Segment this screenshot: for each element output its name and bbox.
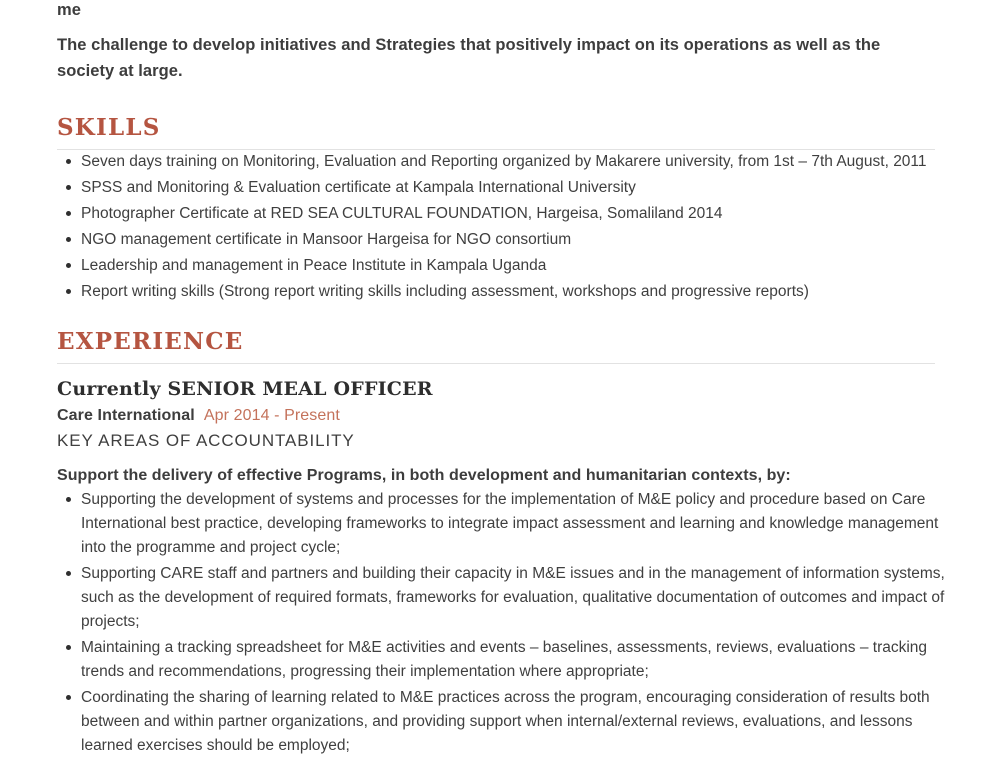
skills-section — [57, 114, 935, 304]
list-item: Maintaining a tracking spreadsheet for M&E activities and events – baselines, assessments, reviews, evaluations – tracking trends and recommendations, progressing their implementation where appropriate; — [57, 636, 949, 684]
company-name: Care International — [57, 407, 195, 424]
experience-section — [57, 328, 945, 758]
experience-entry — [57, 376, 945, 758]
list-item: Seven days training on Monitoring, Evaluation and Reporting organized by Makarere university, from 1st – 7th August, 2011 — [57, 150, 941, 174]
list-item: Photographer Certificate at RED SEA CULTURAL FOUNDATION, Hargeisa, Somaliland 2014 — [57, 202, 941, 226]
orphan-text-fragment: me — [57, 1, 82, 19]
experience-heading-rule — [57, 363, 935, 364]
job-title: Currently SENIOR MEAL OFFICER — [57, 378, 433, 400]
job-subheading: KEY AREAS OF ACCOUNTABILITY — [57, 431, 355, 450]
experience-heading: EXPERIENCE — [57, 328, 244, 355]
skills-heading: SKILLS — [57, 114, 161, 141]
skills-list — [57, 150, 935, 304]
section-spacer — [57, 84, 935, 114]
list-item: Report writing skills (Strong report writing skills including assessment, workshops and progressive reports) — [57, 280, 941, 304]
list-item: Coordinating the sharing of learning related to M&E practices across the program, encouraging consideration of results both between and within partner organizations, and providing support when internal/external reviews, evaluations, and lessons learned exercises should be employed; — [57, 686, 949, 758]
duties-lead-in: Support the delivery of effective Programs, in both development and humanitarian contexts, by: — [57, 467, 791, 484]
section-spacer — [57, 306, 935, 328]
intro-paragraph: The challenge to develop initiatives and Strategies that positively impact on its operations as well as the society at large. — [57, 36, 881, 80]
list-item: SPSS and Monitoring & Evaluation certificate at Kampala International University — [57, 176, 941, 200]
list-item: NGO management certificate in Mansoor Hargeisa for NGO consortium — [57, 228, 941, 252]
resume-content-column — [57, 0, 945, 760]
duties-list — [57, 488, 945, 758]
job-dates: Apr 2014 - Present — [203, 407, 340, 424]
job-meta — [57, 405, 935, 427]
list-item: Supporting CARE staff and partners and building their capacity in M&E issues and in the management of information systems, such as the development of required formats, frameworks for evaluation, qualitative documentation of outcomes and impact of projects; — [57, 562, 949, 634]
list-item: Supporting the development of systems and processes for the implementation of M&E policy and procedure based on Care International best practice, developing frameworks to integrate impact assessment and learning and knowledge management into the programme and project cycle; — [57, 488, 949, 560]
list-item: Leadership and management in Peace Institute in Kampala Uganda — [57, 254, 941, 278]
